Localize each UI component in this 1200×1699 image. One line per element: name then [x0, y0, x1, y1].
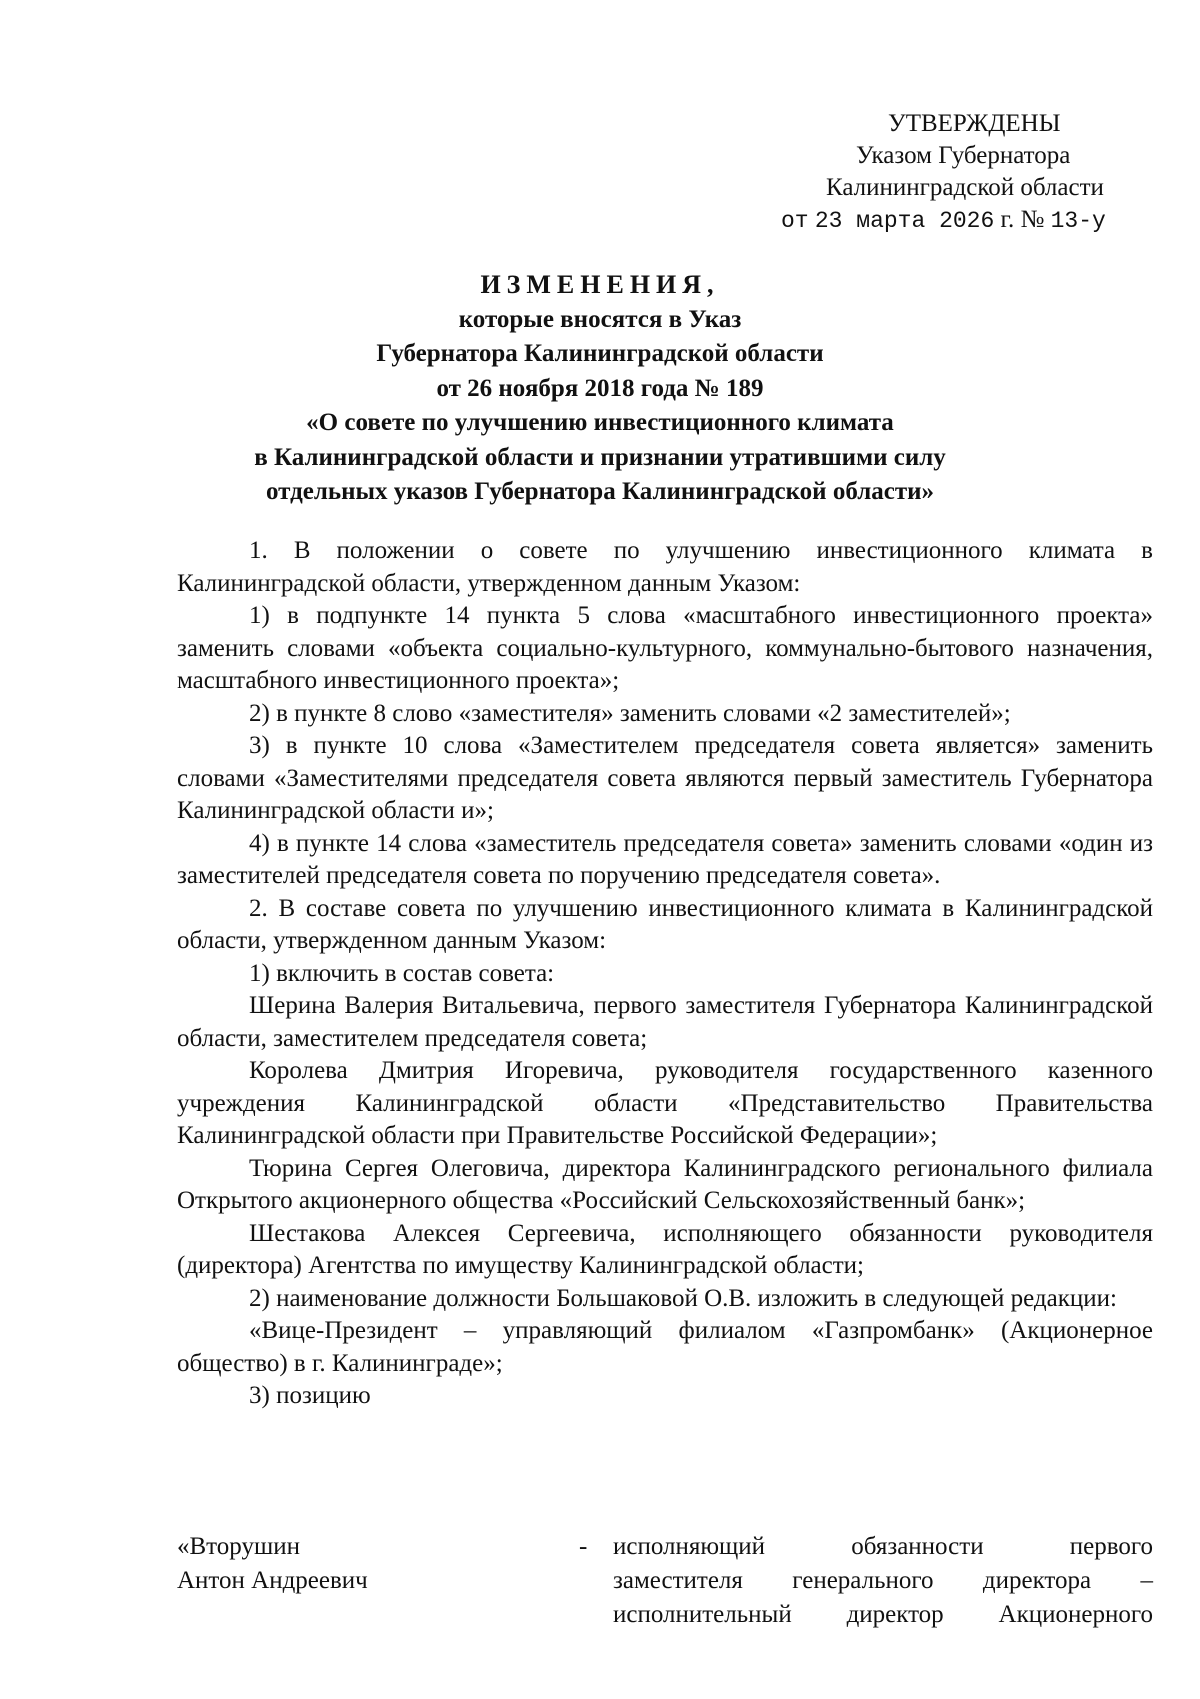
- entry-name: [177, 1530, 557, 1598]
- document-title: [120, 268, 1080, 510]
- paragraph: 1. В положении о совете по улучшению инвестиционного климата в Калининградской области, утвержденном данным Указом:: [177, 537, 1153, 597]
- approval-title: УТВЕРЖДЕНЫ: [888, 110, 1061, 137]
- paragraph: 1) в подпункте 14 пункта 5 слова «масштабного инвестиционного проекта» заменить словами «объекта социально-культурного, коммунально-бытового назначения, масштабного инвестиционного проекта»;: [177, 602, 1153, 694]
- paragraph: 3) позицию: [249, 1382, 371, 1409]
- date-prefix: от: [781, 208, 809, 234]
- paragraph: Шестакова Алексея Сергеевича, исполняющего обязанности руководителя (директора) Агентства по имуществу Калининградской области;: [177, 1219, 1153, 1279]
- approval-region: Калининградской области: [826, 174, 1104, 201]
- approval-date-line: [760, 204, 1160, 237]
- approval-block: [760, 108, 1160, 237]
- paragraph: Тюрина Сергея Олеговича, директора Калининградского регионального филиала Открытого акционерного общества «Российский Сельскохозяйственный банк»;: [177, 1154, 1153, 1214]
- entry-name-line: «Вторушин: [177, 1533, 300, 1560]
- title-line: от 26 ноября 2018 года № 189: [436, 374, 764, 402]
- paragraph: 4) в пункте 14 слова «заместитель председателя совета» заменить словами «один из заместителей председателя совета по поручению председателя совета».: [177, 829, 1153, 889]
- date-value: 23 марта 2026: [814, 208, 995, 234]
- title-line: Губернатора Калининградской области: [376, 340, 824, 367]
- approval-issuer: Указом Губернатора: [856, 142, 1071, 169]
- number-prefix: г. №: [1000, 206, 1045, 233]
- entry-name-line: Антон Андреевич: [177, 1567, 368, 1594]
- paragraph: Шерина Валерия Витальевича, первого заместителя Губернатора Калининградской области, заместителем председателя совета;: [177, 992, 1153, 1052]
- paragraph: 3) в пункте 10 слова «Заместителем председателя совета является» заменить словами «Заместителями председателя совета являются первый заместитель Губернатора Калининградской области и»;: [177, 732, 1153, 824]
- entry-desc-line: заместителя генерального директора –: [613, 1567, 1153, 1594]
- title-line: которые вносятся в Указ: [458, 305, 742, 333]
- paragraph: «Вице-Президент – управляющий филиалом «Газпромбанк» (Акционерное общество) в г. Калининграде»;: [177, 1317, 1153, 1377]
- paragraph: 2) в пункте 8 слово «заместителя» заменить словами «2 заместителей»;: [249, 699, 1011, 727]
- paragraph: 2. В составе совета по улучшению инвестиционного климата в Калининградской области, утвержденном данным Указом:: [177, 894, 1153, 954]
- title-heading: ИЗМЕНЕНИЯ,: [480, 270, 720, 299]
- paragraph: Королева Дмитрия Игоревича, руководителя государственного казенного учреждения Калининградской области «Представительство Правительства Калининградской области при Правительстве Российской Федерации»;: [177, 1057, 1153, 1149]
- entry-desc-line: исполняющий обязанности первого: [613, 1533, 1153, 1560]
- entry-dash: -: [579, 1533, 588, 1560]
- title-line: в Калининградской области и признании утратившими силу: [254, 443, 946, 471]
- title-line: отдельных указов Губернатора Калининградской области»: [265, 478, 935, 505]
- paragraph: 2) наименование должности Большаковой О.В. изложить в следующей редакции:: [249, 1284, 1117, 1312]
- entry-description: [613, 1530, 1153, 1632]
- decree-number: 13-у: [1050, 208, 1106, 234]
- entry-desc-line: исполнительный директор Акционерного: [613, 1601, 1153, 1628]
- title-line: «О совете по улучшению инвестиционного климата: [306, 409, 894, 436]
- paragraph: 1) включить в состав совета:: [249, 959, 555, 987]
- document-body: [177, 535, 1153, 1413]
